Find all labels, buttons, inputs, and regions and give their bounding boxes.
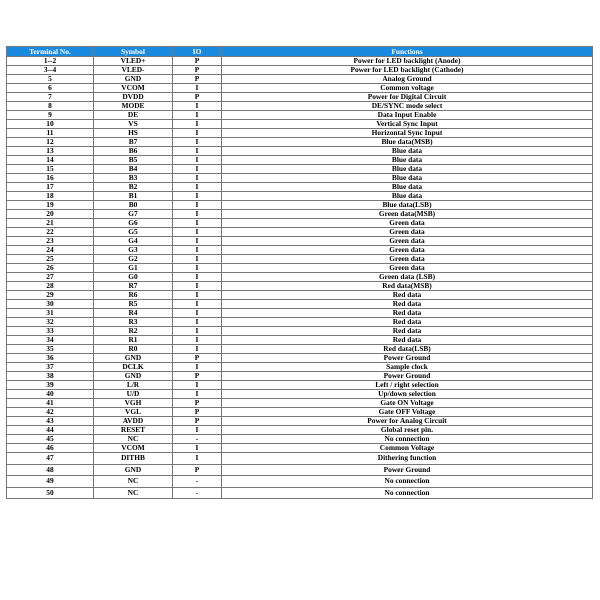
cell-symbol: NC (94, 487, 173, 499)
cell-terminal-no: 23 (7, 237, 94, 246)
cell-function: Green data (LSB) (222, 273, 593, 282)
table-row (7, 345, 593, 354)
table-row (7, 444, 593, 453)
cell-function: Power for Digital Circuit (222, 93, 593, 102)
cell-function: Red data (222, 309, 593, 318)
cell-terminal-no: 30 (7, 300, 94, 309)
cell-io: I (173, 453, 222, 465)
cell-symbol: G7 (94, 210, 173, 219)
cell-symbol: HS (94, 129, 173, 138)
cell-terminal-no: 3--4 (7, 66, 94, 75)
table-row (7, 363, 593, 372)
cell-function: Power Ground (222, 372, 593, 381)
header-symbol: Symbol (94, 47, 173, 57)
cell-symbol: G0 (94, 273, 173, 282)
cell-terminal-no: 36 (7, 354, 94, 363)
cell-terminal-no: 13 (7, 147, 94, 156)
cell-terminal-no: 26 (7, 264, 94, 273)
cell-symbol: VGL (94, 408, 173, 417)
cell-terminal-no: 42 (7, 408, 94, 417)
cell-symbol: G4 (94, 237, 173, 246)
table-row (7, 75, 593, 84)
cell-io: I (173, 138, 222, 147)
cell-terminal-no: 48 (7, 464, 94, 476)
cell-terminal-no: 44 (7, 426, 94, 435)
cell-function: Red data(MSB) (222, 282, 593, 291)
cell-function: Power for Analog Circuit (222, 417, 593, 426)
cell-symbol: AVDD (94, 417, 173, 426)
table-row (7, 66, 593, 75)
cell-function: No connection (222, 476, 593, 488)
cell-io: I (173, 147, 222, 156)
cell-io: P (173, 93, 222, 102)
cell-function: Green data (222, 237, 593, 246)
table-row (7, 309, 593, 318)
cell-symbol: U/D (94, 390, 173, 399)
table-row (7, 408, 593, 417)
table-row (7, 372, 593, 381)
cell-terminal-no: 32 (7, 318, 94, 327)
cell-symbol: B5 (94, 156, 173, 165)
cell-symbol: NC (94, 476, 173, 488)
cell-io: I (173, 228, 222, 237)
table-row (7, 300, 593, 309)
cell-terminal-no: 12 (7, 138, 94, 147)
cell-terminal-no: 10 (7, 120, 94, 129)
table-row (7, 255, 593, 264)
cell-terminal-no: 18 (7, 192, 94, 201)
table-row (7, 165, 593, 174)
cell-function: Blue data (222, 183, 593, 192)
table-row (7, 219, 593, 228)
cell-symbol: GND (94, 354, 173, 363)
cell-function: Common voltage (222, 84, 593, 93)
table-row (7, 201, 593, 210)
cell-function: DE/SYNC mode select (222, 102, 593, 111)
cell-symbol: DVDD (94, 93, 173, 102)
cell-terminal-no: 49 (7, 476, 94, 488)
cell-function: Power for LED backlight (Cathode) (222, 66, 593, 75)
cell-function: Blue data (222, 174, 593, 183)
table-row (7, 228, 593, 237)
cell-symbol: VS (94, 120, 173, 129)
cell-symbol: G5 (94, 228, 173, 237)
cell-io: I (173, 291, 222, 300)
table-row (7, 237, 593, 246)
cell-function: Data Input Enable (222, 111, 593, 120)
cell-symbol: VGH (94, 399, 173, 408)
cell-function: Red data (222, 318, 593, 327)
cell-io: I (173, 444, 222, 453)
cell-io: I (173, 210, 222, 219)
table-row (7, 291, 593, 300)
cell-function: Blue data (222, 192, 593, 201)
cell-function: Red data(LSB) (222, 345, 593, 354)
cell-io: I (173, 363, 222, 372)
cell-io: I (173, 219, 222, 228)
cell-symbol: B4 (94, 165, 173, 174)
cell-io: P (173, 372, 222, 381)
cell-terminal-no: 46 (7, 444, 94, 453)
cell-function: Gate OFF Voltage (222, 408, 593, 417)
table-row (7, 111, 593, 120)
table-header-row (7, 47, 593, 57)
cell-function: Red data (222, 300, 593, 309)
cell-function: Green data (222, 219, 593, 228)
cell-io: P (173, 399, 222, 408)
cell-io: I (173, 255, 222, 264)
cell-terminal-no: 37 (7, 363, 94, 372)
cell-io: I (173, 192, 222, 201)
cell-symbol: VCOM (94, 84, 173, 93)
table-row (7, 264, 593, 273)
cell-terminal-no: 15 (7, 165, 94, 174)
cell-io: I (173, 390, 222, 399)
cell-terminal-no: 27 (7, 273, 94, 282)
cell-terminal-no: 24 (7, 246, 94, 255)
table-body (7, 57, 593, 499)
cell-symbol: R0 (94, 345, 173, 354)
cell-function: Red data (222, 327, 593, 336)
cell-symbol: B2 (94, 183, 173, 192)
cell-io: P (173, 75, 222, 84)
cell-terminal-no: 6 (7, 84, 94, 93)
cell-function: Dithering function (222, 453, 593, 465)
cell-function: Blue data(MSB) (222, 138, 593, 147)
cell-terminal-no: 16 (7, 174, 94, 183)
cell-symbol: R3 (94, 318, 173, 327)
cell-symbol: DE (94, 111, 173, 120)
cell-io: I (173, 201, 222, 210)
cell-terminal-no: 1--2 (7, 57, 94, 66)
cell-function: Green data (222, 264, 593, 273)
cell-function: No connection (222, 487, 593, 499)
cell-function: Left / right selection (222, 381, 593, 390)
table-row (7, 464, 593, 476)
table-row (7, 426, 593, 435)
cell-terminal-no: 29 (7, 291, 94, 300)
cell-symbol: R7 (94, 282, 173, 291)
cell-function: Blue data(LSB) (222, 201, 593, 210)
cell-io: I (173, 318, 222, 327)
cell-io: - (173, 435, 222, 444)
cell-symbol: G2 (94, 255, 173, 264)
cell-terminal-no: 14 (7, 156, 94, 165)
cell-io: I (173, 273, 222, 282)
cell-function: Analog Ground (222, 75, 593, 84)
cell-terminal-no: 45 (7, 435, 94, 444)
header-terminal-no: Terminal No. (7, 47, 94, 57)
table-row (7, 156, 593, 165)
cell-symbol: G1 (94, 264, 173, 273)
cell-terminal-no: 21 (7, 219, 94, 228)
cell-terminal-no: 9 (7, 111, 94, 120)
table-row (7, 183, 593, 192)
table-row (7, 129, 593, 138)
table-row (7, 120, 593, 129)
table-row (7, 57, 593, 66)
cell-function: Blue data (222, 147, 593, 156)
cell-symbol: GND (94, 75, 173, 84)
table-row (7, 354, 593, 363)
table-row (7, 318, 593, 327)
table-row (7, 138, 593, 147)
cell-io: I (173, 336, 222, 345)
cell-terminal-no: 28 (7, 282, 94, 291)
cell-function: Power Ground (222, 354, 593, 363)
cell-terminal-no: 33 (7, 327, 94, 336)
cell-function: Sample clock (222, 363, 593, 372)
table-row (7, 210, 593, 219)
cell-terminal-no: 7 (7, 93, 94, 102)
cell-function: Power Ground (222, 464, 593, 476)
cell-terminal-no: 19 (7, 201, 94, 210)
table-row (7, 327, 593, 336)
table-row (7, 435, 593, 444)
cell-function: Gate ON Voltage (222, 399, 593, 408)
cell-io: I (173, 327, 222, 336)
cell-io: I (173, 282, 222, 291)
cell-function: Green data (222, 228, 593, 237)
cell-function: No connection (222, 435, 593, 444)
cell-function: Common Voltage (222, 444, 593, 453)
cell-symbol: B1 (94, 192, 173, 201)
table-row (7, 174, 593, 183)
cell-symbol: B7 (94, 138, 173, 147)
cell-symbol: R2 (94, 327, 173, 336)
cell-terminal-no: 50 (7, 487, 94, 499)
cell-io: I (173, 84, 222, 93)
cell-io: I (173, 246, 222, 255)
cell-function: Blue data (222, 165, 593, 174)
cell-symbol: R1 (94, 336, 173, 345)
cell-terminal-no: 17 (7, 183, 94, 192)
cell-symbol: R5 (94, 300, 173, 309)
cell-io: I (173, 165, 222, 174)
cell-symbol: R4 (94, 309, 173, 318)
cell-io: P (173, 354, 222, 363)
table-row (7, 453, 593, 465)
cell-symbol: VLED- (94, 66, 173, 75)
cell-function: Horizontal Sync Input (222, 129, 593, 138)
cell-io: I (173, 426, 222, 435)
table-row (7, 417, 593, 426)
cell-symbol: VLED+ (94, 57, 173, 66)
cell-symbol: B6 (94, 147, 173, 156)
table-row (7, 192, 593, 201)
cell-io: - (173, 476, 222, 488)
table-row (7, 147, 593, 156)
cell-symbol: DCLK (94, 363, 173, 372)
cell-symbol: RESET (94, 426, 173, 435)
table-row (7, 246, 593, 255)
header-io: IO (173, 47, 222, 57)
table-row (7, 273, 593, 282)
cell-terminal-no: 47 (7, 453, 94, 465)
cell-terminal-no: 22 (7, 228, 94, 237)
cell-io: I (173, 300, 222, 309)
cell-terminal-no: 43 (7, 417, 94, 426)
cell-function: Green data(MSB) (222, 210, 593, 219)
cell-terminal-no: 41 (7, 399, 94, 408)
cell-function: Up/down selection (222, 390, 593, 399)
table-row (7, 336, 593, 345)
cell-io: P (173, 464, 222, 476)
cell-terminal-no: 20 (7, 210, 94, 219)
header-functions: Functions (222, 47, 593, 57)
cell-io: P (173, 417, 222, 426)
table-row (7, 282, 593, 291)
table-row (7, 399, 593, 408)
cell-symbol: G6 (94, 219, 173, 228)
cell-function: Blue data (222, 156, 593, 165)
cell-function: Green data (222, 255, 593, 264)
table-row (7, 487, 593, 499)
cell-symbol: R6 (94, 291, 173, 300)
cell-symbol: DITHB (94, 453, 173, 465)
cell-function: Red data (222, 336, 593, 345)
table-row (7, 102, 593, 111)
cell-io: I (173, 120, 222, 129)
cell-io: P (173, 57, 222, 66)
cell-io: P (173, 408, 222, 417)
cell-terminal-no: 38 (7, 372, 94, 381)
cell-terminal-no: 40 (7, 390, 94, 399)
cell-terminal-no: 35 (7, 345, 94, 354)
cell-terminal-no: 5 (7, 75, 94, 84)
cell-io: I (173, 183, 222, 192)
cell-io: I (173, 237, 222, 246)
table-row (7, 93, 593, 102)
cell-symbol: MODE (94, 102, 173, 111)
cell-io: I (173, 381, 222, 390)
cell-symbol: GND (94, 372, 173, 381)
cell-terminal-no: 11 (7, 129, 94, 138)
table-row (7, 84, 593, 93)
table-row (7, 381, 593, 390)
cell-symbol: NC (94, 435, 173, 444)
cell-function: Global reset pin. (222, 426, 593, 435)
cell-terminal-no: 8 (7, 102, 94, 111)
cell-function: Vertical Sync Input (222, 120, 593, 129)
cell-function: Power for LED backlight (Anode) (222, 57, 593, 66)
cell-function: Red data (222, 291, 593, 300)
cell-io: - (173, 487, 222, 499)
cell-io: I (173, 345, 222, 354)
cell-symbol: G3 (94, 246, 173, 255)
cell-io: P (173, 66, 222, 75)
table-row (7, 390, 593, 399)
cell-symbol: B3 (94, 174, 173, 183)
cell-function: Green data (222, 246, 593, 255)
table-row (7, 476, 593, 488)
cell-symbol: L/R (94, 381, 173, 390)
cell-io: I (173, 102, 222, 111)
cell-symbol: B0 (94, 201, 173, 210)
cell-symbol: GND (94, 464, 173, 476)
cell-io: I (173, 264, 222, 273)
cell-io: I (173, 156, 222, 165)
cell-io: I (173, 129, 222, 138)
cell-terminal-no: 25 (7, 255, 94, 264)
cell-symbol: VCOM (94, 444, 173, 453)
cell-terminal-no: 31 (7, 309, 94, 318)
cell-io: I (173, 309, 222, 318)
cell-terminal-no: 39 (7, 381, 94, 390)
cell-io: I (173, 111, 222, 120)
cell-terminal-no: 34 (7, 336, 94, 345)
terminal-table (6, 46, 593, 499)
cell-io: I (173, 174, 222, 183)
